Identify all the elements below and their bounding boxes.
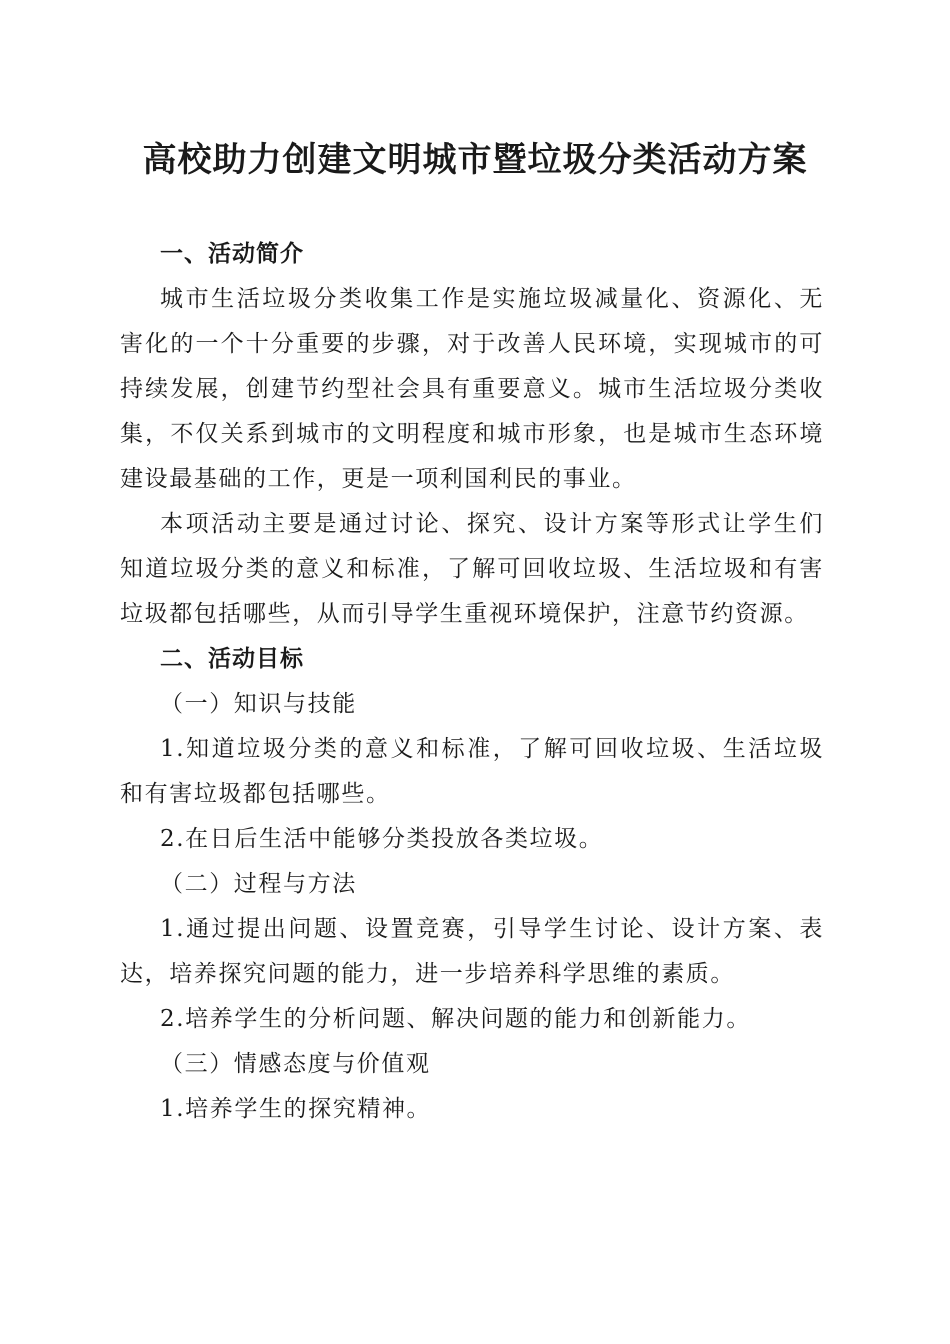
document-title: 高校助力创建文明城市暨垃圾分类活动方案 [142, 140, 808, 180]
intro-paragraph-2: 本项活动主要是通过讨论、探究、设计方案等形式让学生们知道垃圾分类的意义和标准，了解可回收垃圾、生活垃圾和有害垃圾都包括哪些，从而引导学生重视环境保护，注意节约资源。 [120, 511, 824, 627]
list-item: 2.培养学生的分析问题、解决问题的能力和创新能力。 [160, 1006, 751, 1032]
list-item: 1.培养学生的探究精神。 [160, 1096, 432, 1122]
list-item: 1.通过提出问题、设置竞赛，引导学生讨论、设计方案、表达，培养探究问题的能力，进一步培养科学思维的素质。 [120, 916, 824, 987]
list-item: 2.在日后生活中能够分类投放各类垃圾。 [160, 826, 604, 852]
intro-paragraph-1: 城市生活垃圾分类收集工作是实施垃圾减量化、资源化、无害化的一个十分重要的步骤，对于改善人民环境，实现城市的可持续发展，创建节约型社会具有重要意义。城市生活垃圾分类收集，不仅关系到城市的文明程度和城市形象，也是城市生态环境建设最基础的工作，更是一项利国利民的事业。 [120, 286, 824, 492]
subsection-title-process: （二）过程与方法 [160, 871, 357, 897]
subsection-title-knowledge: （一）知识与技能 [160, 691, 357, 717]
section-heading-goals: 二、活动目标 [160, 646, 304, 672]
list-item: 1.知道垃圾分类的意义和标准，了解可回收垃圾、生活垃圾和有害垃圾都包括哪些。 [120, 736, 824, 807]
section-heading-intro: 一、活动简介 [160, 241, 304, 267]
document-body [120, 232, 824, 1132]
subsection-title-attitude: （三）情感态度与价值观 [160, 1051, 431, 1077]
